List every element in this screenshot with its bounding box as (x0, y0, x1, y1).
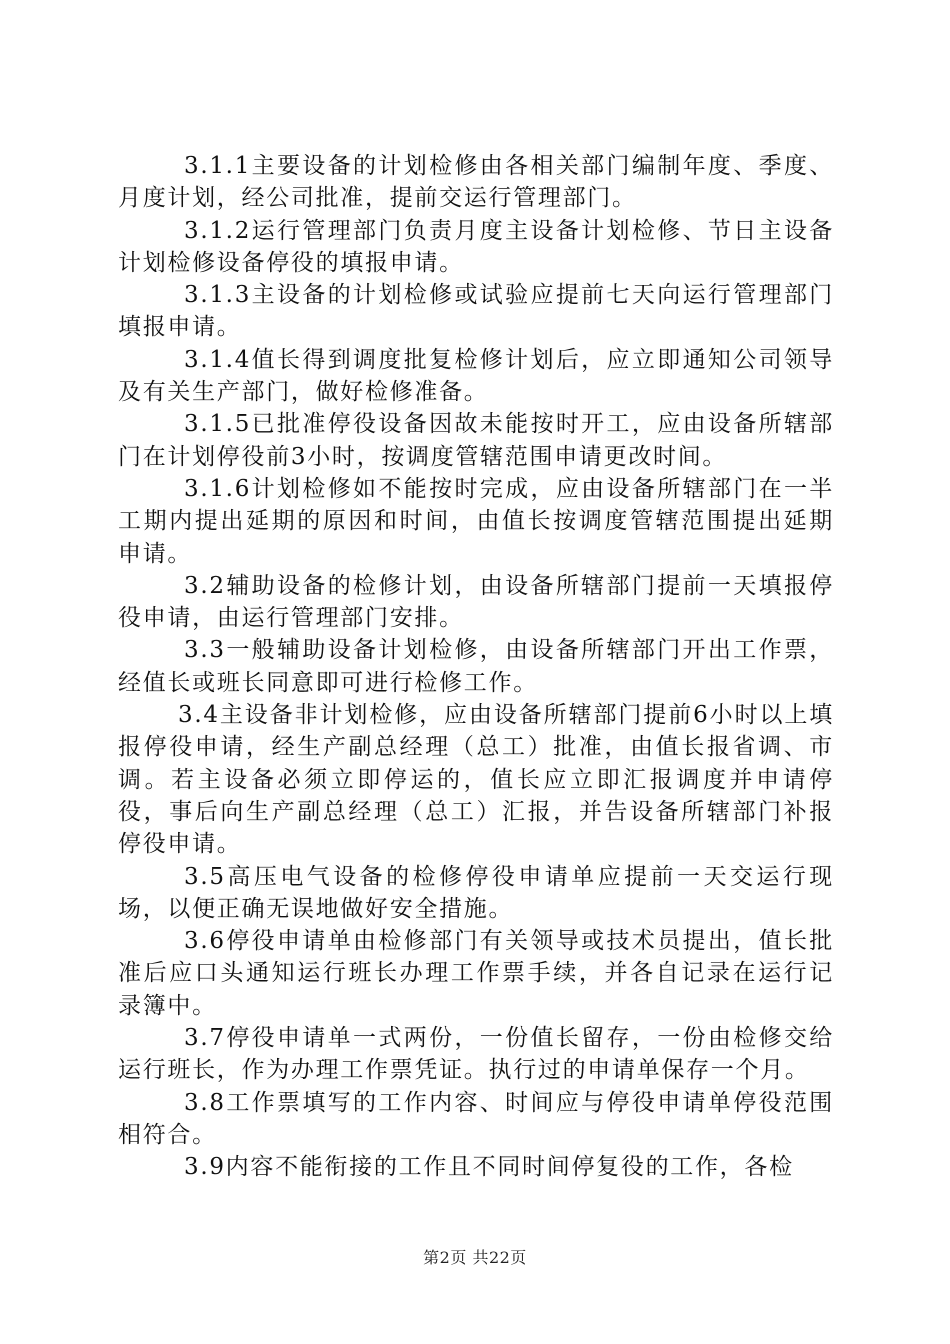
paragraph-3-1-6: 3.1.6计划检修如不能按时完成，应由设备所辖部门在一半工期内提出延期的原因和时间，由值长按调度管辖范围提出延期申请。 (118, 475, 834, 567)
page-number-footer: 第2页 共22页 (423, 1248, 527, 1267)
paragraph-3-3: 3.3一般辅助设备计划检修，由设备所辖部门开出工作票，经值长或班长同意即可进行检修工作。 (118, 637, 834, 696)
paragraph-3-6: 3.6停役申请单由检修部门有关领导或技术员提出，值长批准后应口头通知运行班长办理工作票手续，并各自记录在运行记录簿中。 (118, 928, 834, 1019)
paragraph-3-5: 3.5高压电气设备的检修停役申请单应提前一天交运行现场，以便正确无误地做好安全措施。 (118, 863, 834, 922)
paragraph-3-2: 3.2辅助设备的检修计划，由设备所辖部门提前一天填报停役申请，由运行管理部门安排。 (118, 572, 834, 632)
paragraph-3-1-3: 3.1.3主设备的计划检修或试验应提前七天向运行管理部门填报申请。 (118, 282, 834, 341)
paragraph-3-1-1: 3.1.1主要设备的计划检修由各相关部门编制年度、季度、月度计划，经公司批准，提前交运行管理部门。 (118, 153, 834, 212)
document-body (118, 150, 834, 1184)
paragraph-3-1-2: 3.1.2运行管理部门负责月度主设备计划检修、节日主设备计划检修设备停役的填报申请。 (118, 217, 834, 276)
paragraph-3-1-4: 3.1.4值长得到调度批复检修计划后，应立即通知公司领导及有关生产部门，做好检修准备。 (118, 346, 834, 406)
paragraph-3-7: 3.7停役申请单一式两份，一份值长留存，一份由检修交给运行班长，作为办理工作票凭证。执行过的申请单保存一个月。 (118, 1025, 834, 1084)
paragraph-3-1-5: 3.1.5已批准停役设备因故未能按时开工，应由设备所辖部门在计划停役前3小时，按调度管辖范围申请更改时间。 (118, 411, 834, 470)
paragraph-3-8: 3.8工作票填写的工作内容、时间应与停役申请单停役范围相符合。 (118, 1089, 834, 1148)
paragraph-3-4: 3.4主设备非计划检修，应由设备所辖部门提前6小时以上填报停役申请，经生产副总经理（总工）批准，由值长报省调、市调。若主设备必须立即停运的，值长应立即汇报调度并申请停役，事后向生产副总经理（总工）汇报，并告设备所辖部门补报停役申请。 (118, 702, 834, 858)
paragraph-3-9: 3.9内容不能衔接的工作且不同时间停复役的工作，各检 (184, 1154, 794, 1181)
